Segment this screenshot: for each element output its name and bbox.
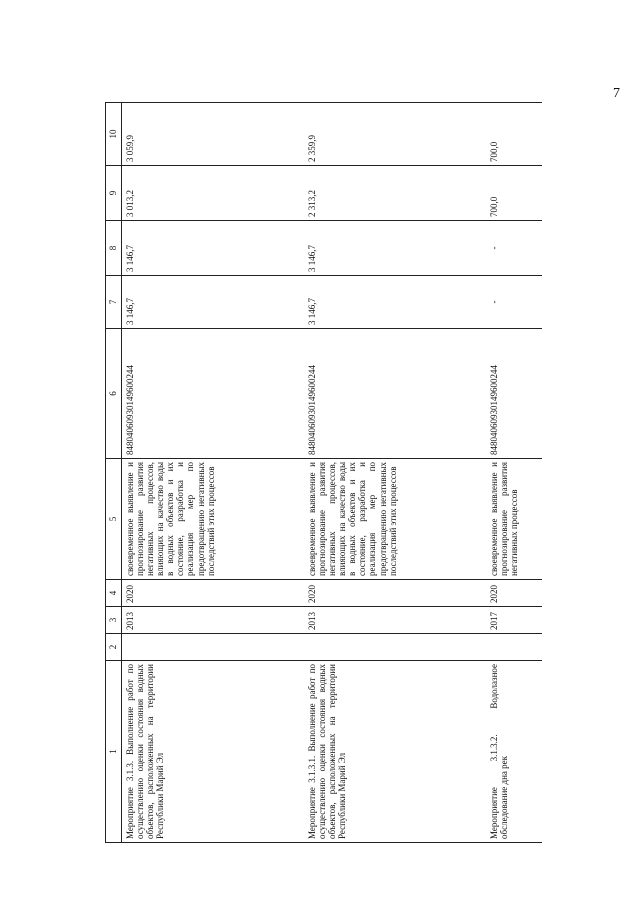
budget-code: 84804060930149600244 <box>486 329 542 459</box>
value-col7: 3 146,7 <box>122 276 305 329</box>
budget-table <box>105 102 542 843</box>
budget-code: 84804060930149600244 <box>122 329 305 459</box>
cell-col2 <box>486 634 542 661</box>
value-col10: 3 059,9 <box>122 103 305 166</box>
expected-result: своевременное выявление и прогнозирование развития негативных процессов <box>486 459 542 580</box>
end-year: 2020 <box>122 580 305 607</box>
col-header: 5 <box>106 459 122 580</box>
value-col9: 700,0 <box>486 166 542 221</box>
table-header <box>106 103 122 843</box>
expected-result: своевременное выявление и прогнозирование развития негативных процессов, влияющих на качество воды в водных объектов и их состояние, разработка и реализация мер по предотвращению негативных последствий этих процессов <box>304 459 486 580</box>
value-col9: 3 013,2 <box>122 166 305 221</box>
start-year: 2013 <box>304 607 486 634</box>
start-year: 2017 <box>486 607 542 634</box>
measure-name: Мероприятие 3.1.3. Выполнение работ по осуществлению оценки состояния водных объектов, расположенных на территории Республики Марий Эл <box>122 661 305 843</box>
cell-col2 <box>122 634 305 661</box>
table-row <box>122 103 305 843</box>
col-header: 4 <box>106 580 122 607</box>
col-header: 2 <box>106 634 122 661</box>
col-header: 9 <box>106 166 122 221</box>
value-col7: - <box>486 276 542 329</box>
col-header: 1 <box>106 661 122 843</box>
col-header: 7 <box>106 276 122 329</box>
value-col10: 2 359,9 <box>304 103 486 166</box>
value-col7: 3 146,7 <box>304 276 486 329</box>
col-header: 10 <box>106 103 122 166</box>
table-row <box>486 103 542 843</box>
value-col8: 3 146,7 <box>122 221 305 276</box>
col-header: 6 <box>106 329 122 459</box>
rotated-table-page <box>105 103 530 843</box>
budget-code: 84804060930149600244 <box>304 329 486 459</box>
col-header: 3 <box>106 607 122 634</box>
end-year: 2020 <box>486 580 542 607</box>
col-header: 8 <box>106 221 122 276</box>
page-number: 7 <box>613 86 620 101</box>
start-year: 2013 <box>122 607 305 634</box>
value-col9: 2 313,2 <box>304 166 486 221</box>
measure-name: Мероприятие 3.1.3.2. Водолазное обследование дна рек <box>486 661 542 843</box>
cell-col2 <box>304 634 486 661</box>
value-col8: - <box>486 221 542 276</box>
value-col8: 3 146,7 <box>304 221 486 276</box>
measure-name: Мероприятие 3.1.3.1. Выполнение работ по осуществлению оценки состояния водных объектов, расположенных на территории Республики Марий Эл <box>304 661 486 843</box>
value-col10: 700,0 <box>486 103 542 166</box>
table-row <box>304 103 486 843</box>
end-year: 2020 <box>304 580 486 607</box>
expected-result: своевременное выявление и прогнозирование развития негативных процессов, влияющих на качество воды в водных объектов и их состояние, разработка и реализация мер по предотвращению негативных последствий этих процессов <box>122 459 305 580</box>
